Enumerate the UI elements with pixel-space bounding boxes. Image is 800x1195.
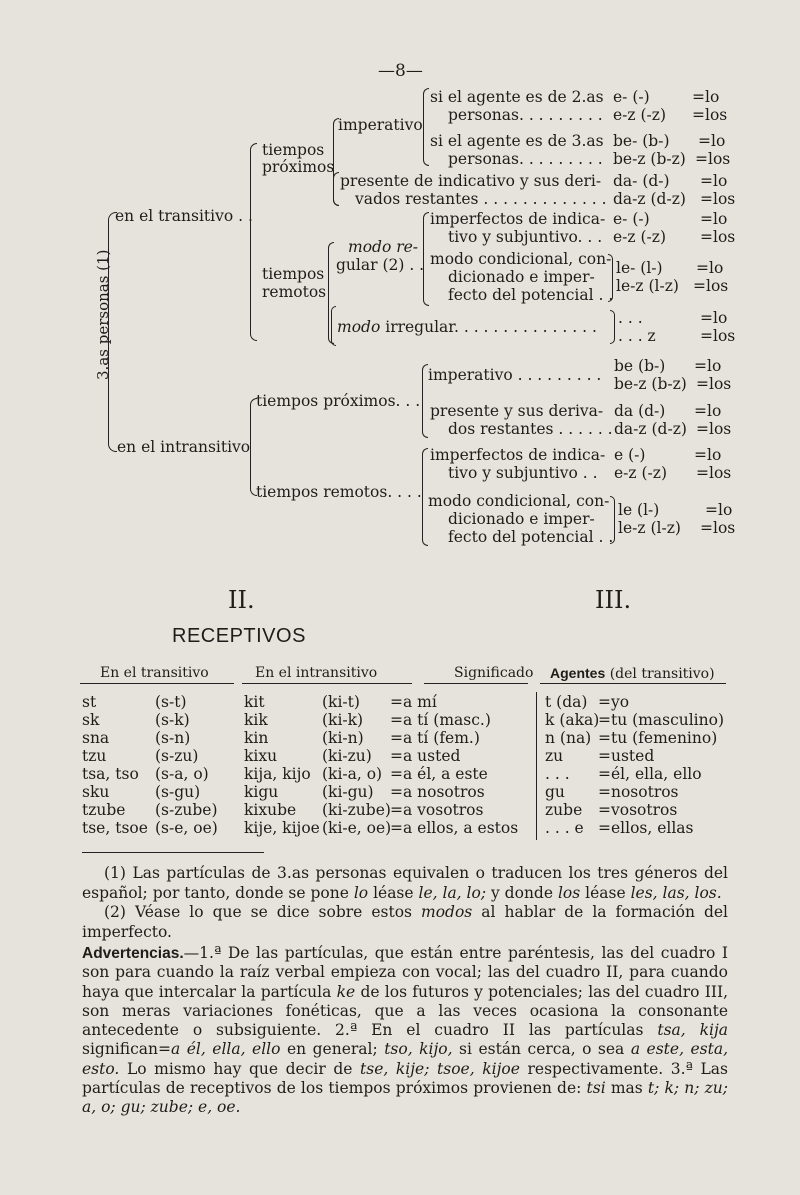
intr-imperfectos-r2: =los bbox=[696, 464, 732, 482]
tr-presente-r2: =los bbox=[700, 190, 736, 208]
intr-presente-line2: dos restantes . . . . . . bbox=[448, 420, 613, 438]
tr-imp-a-r2: =los bbox=[692, 106, 728, 124]
fn1-los: los bbox=[557, 883, 581, 902]
tr-imperfectos-v2: e-z (-z) bbox=[613, 228, 667, 246]
intr-condicional-v2: le-z (l-z) bbox=[618, 519, 681, 537]
header-intransitivo-rule bbox=[242, 683, 412, 684]
intr-condicional-line1: modo condicional, con- bbox=[428, 492, 610, 510]
receptivo-cell-1-0: sk bbox=[82, 711, 100, 729]
header-agentes: Agentes bbox=[550, 665, 606, 681]
adv-tail: t; k; n; zu; a, o; gu; zube; e, oe. bbox=[82, 1079, 728, 1117]
tr-irregular-label: irregular. . . . . . . . . . . . . . . bbox=[385, 318, 597, 336]
receptivo-cell-3-0: tzu bbox=[82, 747, 107, 765]
receptivo-cell-5-4: =a nosotros bbox=[390, 783, 485, 801]
tr-modo-regular-brace bbox=[423, 212, 429, 306]
adv-ke: ke bbox=[336, 982, 356, 1001]
receptivo-cell-6-0: tzube bbox=[82, 801, 126, 819]
intr-imperfectos-line2: tivo y subjuntivo . . bbox=[448, 464, 598, 482]
tr-imp-b-line2: personas. . . . . . . . . bbox=[448, 150, 603, 168]
agente-cell-4-0: . . . bbox=[545, 765, 570, 783]
tr-condicional-v1: le- (l-) bbox=[616, 259, 663, 277]
adv-tso-kijo: tso, kijo, bbox=[384, 1040, 453, 1059]
header-significado-rule bbox=[424, 683, 528, 684]
adv-p8: mas bbox=[610, 1079, 643, 1098]
adv-p4: en general; bbox=[286, 1040, 378, 1059]
receptivo-cell-3-2: kixu bbox=[244, 747, 278, 765]
agents-divider bbox=[536, 692, 537, 840]
tr-condicional-r2: =los bbox=[693, 277, 729, 295]
receptivo-cell-2-2: kin bbox=[244, 729, 269, 747]
receptivo-cell-2-0: sna bbox=[82, 729, 110, 747]
tr-condicional-line2: dicionado e imper- bbox=[448, 268, 595, 286]
receptivo-cell-4-1: (s-a, o) bbox=[155, 765, 209, 783]
intr-imperfectos-v1: e (-) bbox=[614, 446, 646, 464]
tr-presente-brace bbox=[333, 172, 339, 206]
tr-presente-r1: =lo bbox=[700, 172, 728, 190]
advertencias-title: Advertencias. bbox=[82, 945, 184, 962]
tr-presente-line2: vados restantes . . . . . . . . . . . . . bbox=[355, 190, 607, 208]
agente-cell-6-0: zube bbox=[545, 801, 583, 819]
tr-imp-b-r2: =los bbox=[695, 150, 731, 168]
fn2-text-b: al hablar de la formación del imperfecto. bbox=[82, 903, 728, 941]
receptivo-cell-6-3: (ki-zube) bbox=[322, 801, 391, 819]
tr-imp-a-r1: =lo bbox=[692, 88, 720, 106]
tr-imp-a-v1: e- (-) bbox=[613, 88, 650, 106]
agente-cell-6-1: =vosotros bbox=[598, 801, 678, 819]
agente-cell-3-0: zu bbox=[545, 747, 564, 765]
tr-irregular-brace bbox=[331, 306, 336, 346]
receptivo-cell-0-4: =a mí bbox=[390, 693, 437, 711]
agente-cell-3-1: =usted bbox=[598, 747, 655, 765]
receptivo-cell-5-0: sku bbox=[82, 783, 110, 801]
fn1-text-a: (1) Las partículas de 3.as personas equivalen o traducen los tres géneros del español; por tanto, donde se pone bbox=[82, 864, 728, 902]
receptivo-cell-5-2: kigu bbox=[244, 783, 279, 801]
receptivo-cell-0-1: (s-t) bbox=[155, 693, 187, 711]
intr-condicional-brace bbox=[610, 496, 615, 544]
tr-imp-a-v2: e-z (-z) bbox=[613, 106, 667, 124]
intr-presente-line1: presente y sus deriva- bbox=[430, 402, 604, 420]
tr-condicional-line1: modo condicional, con- bbox=[430, 250, 612, 268]
adv-tsa-kija: tsa, kija bbox=[657, 1021, 728, 1040]
intr-presente-v2: da-z (d-z) bbox=[614, 420, 687, 438]
intr-condicional-line3: fecto del potencial . . bbox=[448, 528, 614, 546]
fn1-le-la-lo: le, la, lo; bbox=[418, 883, 487, 902]
tr-condicional-line3: fecto del potencial . . bbox=[448, 286, 614, 304]
adv-a-este: a este, esta, esto. bbox=[82, 1040, 729, 1078]
agente-cell-5-0: gu bbox=[545, 783, 565, 801]
agente-cell-1-1: =tu (masculino) bbox=[598, 711, 725, 729]
intr-condicional-r1: =lo bbox=[705, 501, 733, 519]
receptivo-cell-7-1: (s-e, oe) bbox=[155, 819, 218, 837]
tr-irregular-r1: =lo bbox=[700, 309, 728, 327]
page-number: —8— bbox=[378, 61, 423, 81]
intr-imperativo-label: imperativo . . . . . . . . . bbox=[428, 366, 602, 384]
receptivo-cell-7-2: kije, kijoe bbox=[244, 819, 320, 837]
fn1-les-las-los: les, las, los. bbox=[630, 883, 722, 902]
receptivo-cell-4-2: kija, kijo bbox=[244, 765, 311, 783]
footnote-1 bbox=[82, 864, 728, 903]
roman-numeral-two: II. bbox=[228, 586, 255, 614]
tr-modo-regular-line2: gular (2) . . bbox=[336, 256, 425, 274]
tr-presente-v1: da- (d-) bbox=[613, 172, 670, 190]
tr-irregular-rbrace bbox=[610, 310, 615, 344]
tr-condicional-brace bbox=[608, 254, 613, 302]
tr-imp-b-line1: si el agente es de 3.as bbox=[430, 132, 604, 150]
receptivo-cell-5-3: (ki-gu) bbox=[322, 783, 374, 801]
agente-cell-4-1: =él, ella, ello bbox=[598, 765, 702, 783]
intr-condicional-v1: le (l-) bbox=[618, 501, 660, 519]
tr-imp-a-line1: si el agente es de 2.as bbox=[430, 88, 604, 106]
tr-irregular-modo: modo bbox=[337, 318, 381, 336]
adv-p2: de los futuros y potenciales; las del cuadro III, son meras variaciones fonéticas, que a las veces ocasiona la consonante antecedente o subsiguiente. 2.ª En el cuadro II las partículas bbox=[82, 982, 729, 1040]
intr-imperativo-r2: =los bbox=[696, 375, 732, 393]
persons-label: 3.as personas (1) bbox=[94, 249, 112, 380]
intr-presente-r1: =lo bbox=[694, 402, 722, 420]
header-transitivo-rule bbox=[80, 683, 234, 684]
tr-imp-b-v1: be- (b-) bbox=[613, 132, 670, 150]
header-intransitivo: En el intransitivo bbox=[255, 665, 378, 681]
agente-cell-1-0: k (aka) bbox=[545, 711, 600, 729]
receptivo-cell-7-4: =a ellos, a estos bbox=[390, 819, 519, 837]
transitive-label: en el transitivo . . bbox=[115, 207, 253, 225]
tr-tiempos-remotos-label: tiempos remotos bbox=[262, 265, 327, 301]
intr-presente-r2: =los bbox=[696, 420, 732, 438]
tr-tiempos-proximos-label: tiempos próximos bbox=[262, 141, 335, 176]
tr-imperativo-label: imperativo bbox=[338, 116, 423, 134]
intr-imperfectos-v2: e-z (-z) bbox=[614, 464, 668, 482]
adv-p1: —1.ª De las partículas, que están entre paréntesis, las del cuadro I son para cuando la raíz verbal empieza con vocal; las del cuadro II, para cuando haya que intercalar la partícula bbox=[82, 944, 728, 1001]
tr-imperfectos-v1: e- (-) bbox=[613, 210, 650, 228]
tr-modo-regular-line1: modo re- bbox=[348, 238, 419, 256]
header-transitivo: En el transitivo bbox=[100, 665, 209, 681]
receptivo-cell-1-3: (ki-k) bbox=[322, 711, 364, 729]
receptivo-cell-7-3: (ki-e, oe) bbox=[322, 819, 392, 837]
header-agentes-rest: (del transitivo) bbox=[609, 666, 715, 682]
header-agentes-rule bbox=[540, 683, 726, 684]
tr-imperfectos-line2: tivo y subjuntivo. . . bbox=[448, 228, 603, 246]
receptivo-cell-4-4: =a él, a este bbox=[390, 765, 488, 783]
receptivos-title: RECEPTIVOS bbox=[172, 625, 306, 647]
agente-cell-2-1: =tu (femenino) bbox=[598, 729, 718, 747]
tr-imp-b-r1: =lo bbox=[698, 132, 726, 150]
header-significado: Significado bbox=[454, 665, 534, 681]
tr-imperativo-brace bbox=[423, 88, 429, 166]
fn1-text-b: léase bbox=[373, 883, 414, 902]
adv-p3: significan bbox=[82, 1040, 159, 1059]
intr-presente-v1: da (d-) bbox=[614, 402, 666, 420]
intr-tiempos-remotos: tiempos remotos. . . . bbox=[256, 483, 422, 501]
tr-imp-a-line2: personas. . . . . . . . . bbox=[448, 106, 603, 124]
footnote-rule bbox=[82, 852, 264, 853]
tr-presente-v2: da-z (d-z) bbox=[613, 190, 686, 208]
advertencias-paragraph bbox=[82, 944, 728, 1118]
agente-cell-0-1: =yo bbox=[598, 693, 630, 711]
agente-cell-7-1: =ellos, ellas bbox=[598, 819, 694, 837]
roman-numeral-three: III. bbox=[595, 586, 632, 614]
receptivo-cell-1-1: (s-k) bbox=[155, 711, 190, 729]
receptivo-cell-3-3: (ki-zu) bbox=[322, 747, 372, 765]
tr-imp-b-v2: be-z (b-z) bbox=[613, 150, 686, 168]
fn1-text-d: léase bbox=[585, 883, 626, 902]
intr-imperativo-r1: =lo bbox=[694, 357, 722, 375]
fn2-modos: modos bbox=[421, 903, 473, 921]
receptivo-cell-6-2: kixube bbox=[244, 801, 297, 819]
tr-condicional-r1: =lo bbox=[696, 259, 724, 277]
intr-imperativo-v1: be (b-) bbox=[614, 357, 666, 375]
tr-irregular-v2: . . . z bbox=[618, 327, 656, 345]
receptivo-cell-2-1: (s-n) bbox=[155, 729, 191, 747]
adv-tsi: tsi bbox=[586, 1079, 606, 1098]
receptivo-cell-2-4: =a tí (fem.) bbox=[390, 729, 480, 747]
intransitive-label: en el intransitivo bbox=[117, 438, 251, 456]
receptivo-cell-7-0: tse, tsoe bbox=[82, 819, 148, 837]
receptivo-cell-3-4: =a usted bbox=[390, 747, 461, 765]
tr-imperfectos-line1: imperfectos de indica- bbox=[430, 210, 606, 228]
receptivo-cell-4-0: tsa, tso bbox=[82, 765, 139, 783]
tr-irregular-v1: . . . bbox=[618, 309, 643, 327]
adv-p5: si están cerca, o sea bbox=[459, 1040, 625, 1059]
agente-cell-7-0: . . . e bbox=[545, 819, 584, 837]
receptivo-cell-1-4: =a tí (masc.) bbox=[390, 711, 491, 729]
receptivo-cell-1-2: kik bbox=[244, 711, 268, 729]
receptivo-cell-3-1: (s-zu) bbox=[155, 747, 199, 765]
receptivo-cell-5-1: (s-gu) bbox=[155, 783, 201, 801]
intr-imperfectos-r1: =lo bbox=[694, 446, 722, 464]
tr-condicional-v2: le-z (l-z) bbox=[616, 277, 679, 295]
receptivo-cell-0-3: (ki-t) bbox=[322, 693, 360, 711]
receptivo-cell-0-2: kit bbox=[244, 693, 265, 711]
fn1-lo: lo bbox=[353, 883, 369, 902]
transitive-brace bbox=[250, 143, 257, 341]
tr-imperfectos-r1: =lo bbox=[700, 210, 728, 228]
intr-imperativo-v2: be-z (b-z) bbox=[614, 375, 687, 393]
tr-irregular-r2: =los bbox=[700, 327, 736, 345]
tr-presente-line1: presente de indicativo y sus deri- bbox=[340, 172, 602, 190]
receptivo-cell-4-3: (ki-a, o) bbox=[322, 765, 383, 783]
agente-cell-2-0: n (na) bbox=[545, 729, 592, 747]
agente-cell-5-1: =nosotros bbox=[598, 783, 679, 801]
intr-condicional-line2: dicionado e imper- bbox=[448, 510, 595, 528]
intr-tiempos-proximos: tiempos próximos. . . bbox=[256, 392, 421, 410]
intransitive-brace bbox=[250, 398, 257, 496]
footnote-2 bbox=[82, 903, 728, 942]
persons-brace bbox=[108, 212, 117, 452]
adv-p7: respectivamente. 3.ª Las partículas de receptivos de los tiempos próximos provienen de: bbox=[82, 1059, 728, 1098]
intr-imperfectos-line1: imperfectos de indica- bbox=[430, 446, 606, 464]
intr-condicional-r2: =los bbox=[700, 519, 736, 537]
receptivo-cell-6-1: (s-zube) bbox=[155, 801, 218, 819]
receptivo-cell-0-0: st bbox=[82, 693, 97, 711]
receptivo-cell-6-4: =a vosotros bbox=[390, 801, 484, 819]
adv-a-el: =a él, ella, ello bbox=[158, 1040, 281, 1059]
fn2-text-a: (2) Véase lo que se dice sobre estos bbox=[104, 903, 412, 921]
fn1-text-c: y donde bbox=[491, 883, 554, 902]
agente-cell-0-0: t (da) bbox=[545, 693, 588, 711]
tr-imperfectos-r2: =los bbox=[700, 228, 736, 246]
adv-p6: Lo mismo hay que decir de bbox=[126, 1059, 353, 1078]
receptivo-cell-2-3: (ki-n) bbox=[322, 729, 364, 747]
adv-tse-kije: tse, kije; tsoe, kijoe bbox=[360, 1059, 520, 1078]
